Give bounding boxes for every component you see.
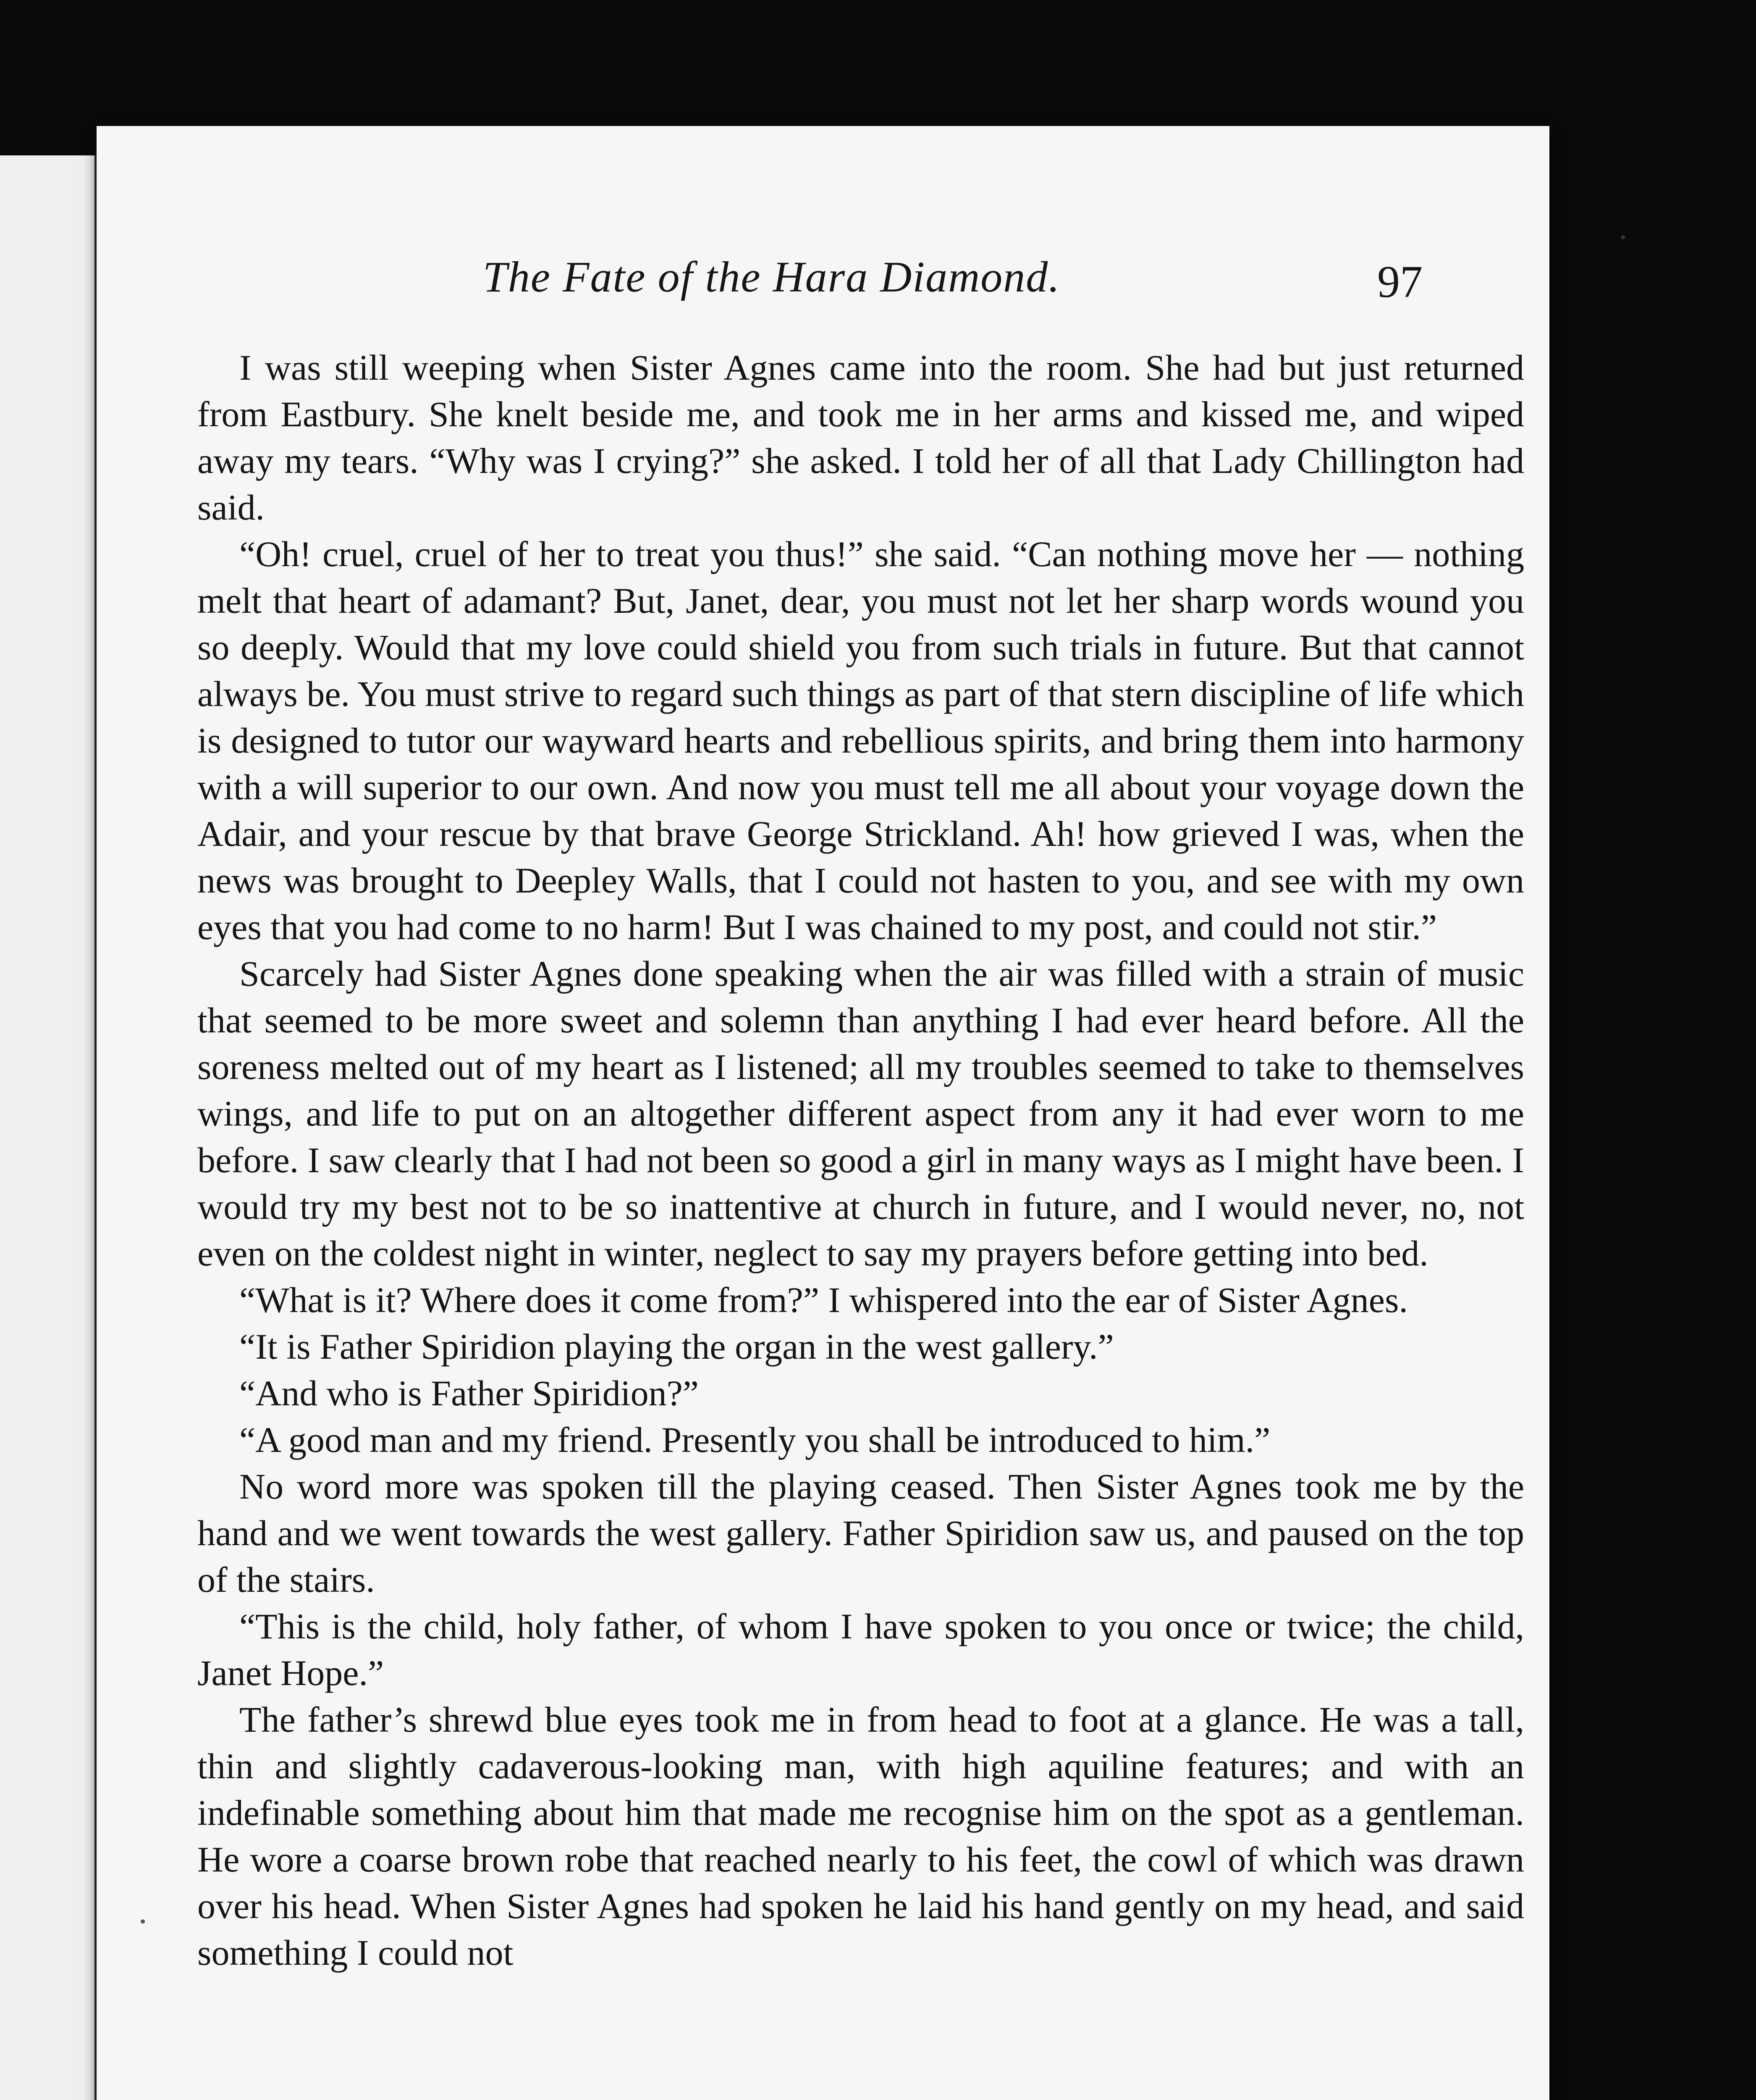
- paragraph: Scarcely had Sister Agnes done speaking when the air was filled with a strain of music that seemed to be more sweet and solemn than anything I had ever heard before. All the soreness melted out of my heart as I listened; all my troubles seemed to take to themselves wings, and life to put on an altogether different aspect from any it had ever worn to me before. I saw clearly that I had not been so good a girl in many ways as I might have been. I would try my best not to be so inattentive at church in future, and I would never, no, not even on the coldest night in winter, neglect to say my prayers before getting into bed.: [197, 953, 1524, 1273]
- page-number: 97: [1377, 257, 1423, 307]
- body-text: [197, 344, 1524, 1976]
- paragraph: I was still weeping when Sister Agnes came into the room. She had but just returned from Eastbury. She knelt beside me, and took me in her arms and kissed me, and wiped away my tears. “Why was I crying?” she asked. I told her of all that Lady Chillington had said.: [197, 347, 1524, 528]
- paragraph: “A good man and my friend. Presently you shall be introduced to him.”: [239, 1420, 1271, 1460]
- running-head: [97, 244, 1549, 311]
- dust-speck: [141, 1919, 145, 1924]
- paragraph: The father’s shrewd blue eyes took me in from head to foot at a glance. He was a tall, thin and slightly cadaverous-looking man, with high aquiline features; and with an indefinable something about him that made me recognise him on the spot as a gentleman. He wore a coarse brown robe that reached nearly to his feet, the cowl of which was drawn over his head. When Sister Agnes had spoken he laid his hand gently on my head, and said something I could not: [197, 1699, 1524, 1973]
- paragraph: “This is the child, holy father, of whom I have spoken to you once or twice; the child, Janet Hope.”: [197, 1606, 1524, 1693]
- paragraph: “What is it? Where does it come from?” I whispered into the ear of Sister Agnes.: [239, 1280, 1408, 1320]
- paragraph: “Oh! cruel, cruel of her to treat you thus!” she said. “Can nothing move her — nothing melt that heart of adamant? But, Janet, dear, you must not let her sharp words wound you so deeply. Would that my love could shield you from such trials in future. But that cannot always be. You must strive to regard such things as part of that stern discipline of life which is designed to tutor our wayward hearts and rebellious spirits, and bring them into harmony with a will superior to our own. And now you must tell me all about your voyage down the Adair, and your rescue by that brave George Strickland. Ah! how grieved I was, when the news was brought to Deepley Walls, that I could not hasten to you, and see with my own eyes that you had come to no harm! But I was chained to my post, and could not stir.”: [197, 534, 1524, 947]
- dust-speck: [1621, 235, 1625, 239]
- paragraph: “And who is Father Spiridion?”: [239, 1373, 699, 1413]
- facing-page-edge: [0, 155, 99, 2100]
- book-page: [97, 126, 1549, 2100]
- paragraph: “It is Father Spiridion playing the organ in the west gallery.”: [239, 1326, 1114, 1367]
- running-title: The Fate of the Hara Diamond.: [483, 253, 1061, 301]
- paragraph: No word more was spoken till the playing ceased. Then Sister Agnes took me by the hand and we went towards the west gallery. Father Spiridion saw us, and paused on the top of the stairs.: [197, 1466, 1524, 1600]
